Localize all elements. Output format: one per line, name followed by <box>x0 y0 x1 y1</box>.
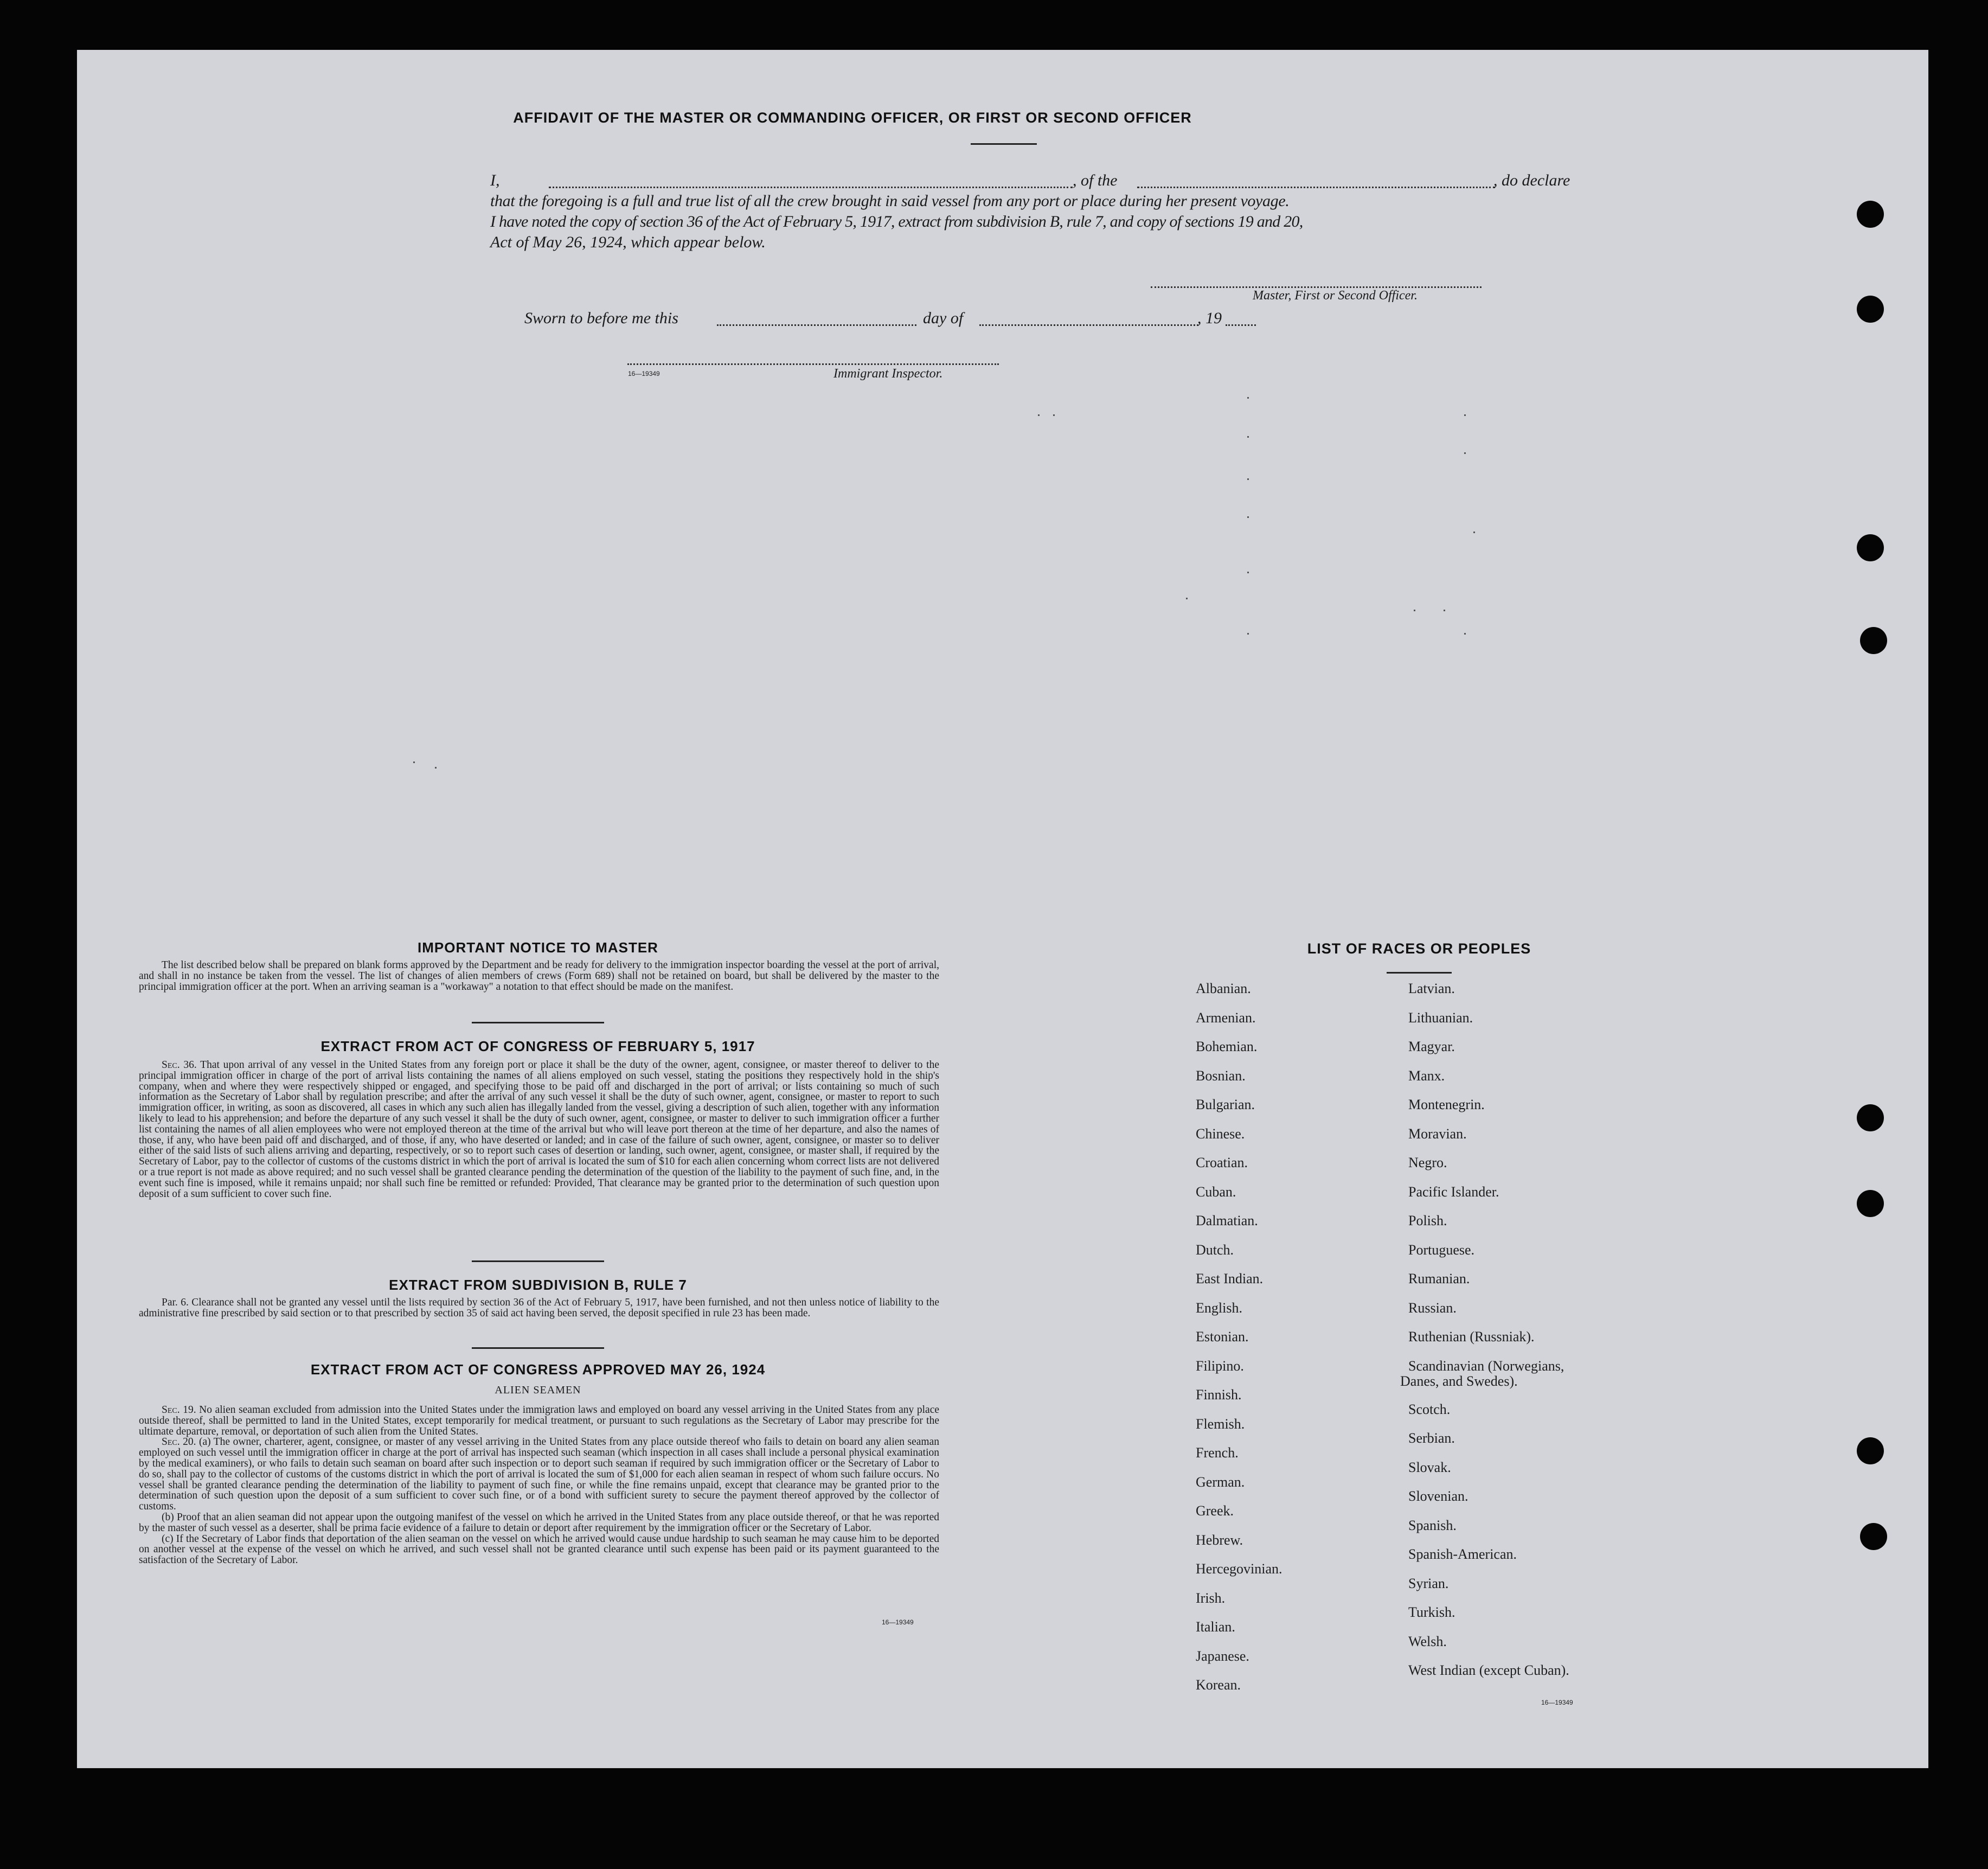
extract-1917-rule <box>472 1260 604 1262</box>
notice-title: IMPORTANT NOTICE TO MASTER <box>418 939 658 956</box>
race-item: Russian. <box>1408 1300 1457 1316</box>
section-20b-paragraph: (b) Proof that an alien seaman did not appear upon the outgoing manifest of the vessel on which he arrived in the United States from any place outside thereof, or that he was reported by the master of such vessel as a deserter, shall be prima facie evidence of a failure to detain or deport after requirement by the immigration officer or the Secretary of Labor. <box>139 1511 939 1534</box>
races-title-rule <box>1387 972 1452 974</box>
section-19-label: Sec. 19. <box>162 1404 196 1416</box>
race-item: Dutch. <box>1196 1241 1234 1258</box>
race-item: Bulgarian. <box>1196 1097 1255 1112</box>
race-item: Negro. <box>1408 1155 1447 1170</box>
race-item: Albanian. <box>1196 981 1251 996</box>
name-field[interactable] <box>549 187 1073 188</box>
race-item: Armenian. <box>1196 1009 1256 1026</box>
race-item: Moravian. <box>1408 1125 1467 1142</box>
race-item: Estonian. <box>1196 1329 1249 1345</box>
race-item: Syrian. <box>1408 1575 1449 1591</box>
scan-speck <box>413 761 415 763</box>
section-36-text: That upon arrival of any vessel in the United States from any foreign port or place it shall be the duty of the owner, agent, consignee, or master thereof to deliver to the principal immigration officer in charge of the port of arrival lists containing the names of all aliens employed on such vessel, stating the positions they respectively hold in the ship's company, when and where they were respectively shipped or engaged, and specifying those to be paid off and discharged in the port of arrival; or lists containing so much of such information as the Secretary of Labor shall by regulation prescribe; and after the arrival of any such vessel it shall be the duty of such owner, agent, consignee, or master to report to such immigration officer, in writing, as soon as discovered, all cases in which any such alien has illegally landed from the vessel, giving a description of such alien, together with any information likely to lead to his apprehension; and before the departure of any such vessel it shall be the duty of such owner, agent, consignee, or master to deliver to such immigration officer a further list containing the names of all alien employees who were not employed thereon at the time of the arrival but who will leave port thereon at the time of her departure, and also the names of those, if any, who have been paid off and discharged, and of those, if any, who have deserted or landed; and in case of the failure of such owner, agent, consignee, or master so to deliver either of the said lists of such aliens arriving and departing, respectively, or so to report such cases of desertion or landing, such owner, agent, consignee, or master shall, if required by the Secretary of Labor, pay to the collector of customs of the customs district in which the port of arrival is located the sum of $10 for each alien concerning whom correct lists are not delivered or a true report is not made as above required; and no such vessel shall be granted clearance pending the determination of the question of the liability to the payment of such fine, and, in the event such fine is imposed, while it remains unpaid; nor shall such fine be remitted or refunded: Provided, That clearance may be granted prior to the determination of such question upon deposit of a sum sufficient to cover such fine. <box>139 1059 939 1200</box>
extract-rule7-rule <box>472 1347 604 1349</box>
race-item: Hebrew. <box>1196 1532 1243 1548</box>
master-signature-label: Master, First or Second Officer. <box>1253 289 1418 303</box>
sworn-label: Sworn to before me this <box>524 309 678 327</box>
race-item: Portuguese. <box>1408 1241 1475 1258</box>
affidavit-of-the: , of the <box>1073 171 1118 189</box>
section-19-text: No alien seaman excluded from admission into the United States under the immigration laws and employed on board any vessel arriving in the United States from any place outside thereof, shall be permitted to land in the United States, except temporarily for medical treatment, or pursuant to such regulations as the Secretary of Labor may prescribe for the ultimate departure, removal, or deportation of such alien from the United States. <box>139 1404 940 1437</box>
extract-rule7-title: EXTRACT FROM SUBDIVISION B, RULE 7 <box>389 1277 687 1293</box>
race-item: Welsh. <box>1408 1633 1447 1649</box>
extract-1924-title: EXTRACT FROM ACT OF CONGRESS APPROVED MAY 26, 1924 <box>310 1361 766 1378</box>
affidavit-title: AFFIDAVIT OF THE MASTER OR COMMANDING OFFICER, OR FIRST OR SECOND OFFICER <box>513 110 1192 126</box>
race-item: German. <box>1196 1474 1245 1490</box>
races-form-number: 16—19349 <box>1541 1699 1573 1706</box>
race-item: Japanese. <box>1196 1648 1249 1664</box>
section-36-label: Sec. 36. <box>162 1059 197 1071</box>
inspector-signature-field[interactable] <box>627 363 999 365</box>
sworn-month-field[interactable] <box>979 324 1198 326</box>
race-item: Hercegovinian. <box>1196 1561 1282 1577</box>
race-item: Lithuanian. <box>1408 1009 1473 1026</box>
race-item: English. <box>1196 1300 1242 1316</box>
race-item: Ruthenian (Russniak). <box>1408 1329 1535 1345</box>
race-item: Pacific Islander. <box>1408 1183 1499 1200</box>
affidavit-line-3: I have noted the copy of section 36 of the Act of February 5, 1917, extract from subdivision B, rule 7, and copy of sections 19 and 20, <box>490 213 1303 231</box>
race-item: Bosnian. <box>1196 1067 1246 1084</box>
race-item: Slovak. <box>1408 1459 1451 1475</box>
punch-hole <box>1857 1190 1884 1217</box>
scan-speck <box>1186 598 1188 599</box>
race-item: Filipino. <box>1196 1358 1244 1374</box>
punch-hole <box>1857 296 1884 323</box>
race-item: Turkish. <box>1408 1604 1455 1620</box>
scan-speck <box>1247 516 1249 518</box>
punch-hole <box>1857 534 1884 561</box>
year-prefix-label: , 19 <box>1197 309 1222 327</box>
race-item: Rumanian. <box>1408 1271 1470 1286</box>
sworn-day-field[interactable] <box>717 324 916 326</box>
vessel-field[interactable] <box>1137 187 1495 188</box>
extract-1917-title: EXTRACT FROM ACT OF CONGRESS OF FEBRUARY 5, 1917 <box>320 1038 755 1054</box>
punch-hole <box>1860 1523 1887 1550</box>
race-item: Greek. <box>1196 1503 1234 1519</box>
affidavit-i-label: I, <box>490 171 500 189</box>
race-item: Croatian. <box>1196 1155 1248 1170</box>
punch-hole <box>1857 201 1884 228</box>
extract-rule7-text <box>139 1297 939 1319</box>
race-item: Spanish-American. <box>1408 1546 1517 1562</box>
affidavit-line-2: that the foregoing is a full and true list of all the crew brought in said vessel from any port or place during her present voyage. <box>490 192 1290 210</box>
scan-speck <box>1464 633 1466 635</box>
race-item: Italian. <box>1196 1619 1235 1635</box>
scan-speck <box>1247 572 1249 573</box>
section-36-paragraph <box>139 1060 939 1199</box>
race-item: Magyar. <box>1408 1039 1455 1054</box>
punch-hole <box>1857 1104 1884 1131</box>
scan-speck <box>1247 478 1249 480</box>
section-20c-paragraph: (c) If the Secretary of Labor finds that deportation of the alien seaman on the vessel on which he arrived would cause undue hardship to such seaman he may cause him to be deported on another vessel at the expense of the vessel on which he arrived, and such vessel shall not be granted clearance until such expense has been paid or its payment guaranteed to the satisfaction of the Secretary of Labor. <box>139 1533 939 1566</box>
notice-text <box>139 960 939 992</box>
races-title: LIST OF RACES OR PEOPLES <box>1307 940 1531 957</box>
race-item: Latvian. <box>1408 981 1455 996</box>
race-item: Polish. <box>1408 1213 1447 1228</box>
notice-rule <box>472 1022 604 1023</box>
scan-speck <box>1247 633 1249 635</box>
scan-speck <box>1247 436 1249 438</box>
scan-speck <box>1464 452 1466 454</box>
sworn-year-field[interactable] <box>1226 324 1256 326</box>
race-item: Scotch. <box>1408 1401 1451 1417</box>
race-item: Scandinavian (Norwegians, <box>1408 1358 1564 1374</box>
race-item: Irish. <box>1196 1590 1226 1606</box>
scan-speck <box>1053 414 1055 416</box>
race-item: Cuban. <box>1196 1183 1236 1200</box>
section-19-paragraph <box>139 1405 939 1437</box>
affidavit-title-rule <box>971 143 1037 145</box>
scan-speck <box>1414 610 1415 611</box>
day-of-label: day of <box>923 309 964 327</box>
scan-speck <box>1038 414 1040 416</box>
race-item: French. <box>1196 1445 1239 1461</box>
alien-seamen-subtitle: ALIEN SEAMEN <box>495 1384 581 1396</box>
punch-hole <box>1857 1437 1884 1464</box>
inspector-label: Immigrant Inspector. <box>833 367 943 381</box>
scan-speck <box>435 767 437 769</box>
form-sheet <box>77 50 1928 1768</box>
rule7-paragraph: Par. 6. Clearance shall not be granted any vessel until the lists required by section 36 of the Act of February 5, 1917, have been furnished, and not then unless notice of liability to the administrative fine prescribed by said section or to that prescribed by section 35 of said act having been served, the deposit specified in rule 23 has been made. <box>139 1297 939 1319</box>
race-item: Bohemian. <box>1196 1039 1258 1054</box>
race-item: Finnish. <box>1196 1387 1242 1403</box>
affidavit-line-4: Act of May 26, 1924, which appear below. <box>490 233 766 251</box>
scan-speck <box>1473 532 1475 533</box>
affidavit-do-declare: , do declare <box>1493 171 1570 189</box>
scan-speck <box>1247 397 1249 399</box>
race-item: Serbian. <box>1408 1430 1455 1446</box>
extract-1924-text <box>139 1405 939 1566</box>
extract-form-number: 16—19349 <box>882 1618 914 1626</box>
race-item: Slovenian. <box>1408 1488 1468 1504</box>
scan-speck <box>1444 610 1445 611</box>
race-item: Chinese. <box>1196 1125 1245 1142</box>
scan-speck <box>1464 414 1466 416</box>
affidavit-form-number: 16—19349 <box>628 370 660 377</box>
punch-hole <box>1860 627 1887 654</box>
section-20a-text: (a) The owner, charterer, agent, consignee, or master of any vessel arriving in the United States from any place outside thereof who fails to detain on board any alien seaman employed on such vessel until the immigration officer in charge at the port of arrival has inspected such seaman (which inspection in all cases shall include a personal physical examination by the medical examiners), or who fails to detain such seaman on board after such inspection or to deport such seaman if required by such immigration officer or the Secretary of Labor to do so, shall pay to the collector of customs of the customs district in which the port of arrival is located the sum of $1,000 for each alien seaman in respect of whom such failure occurs. No vessel shall be granted clearance pending the determination of the liability to payment of such fine, or while the fine remains unpaid, except that clearance may be granted prior to the determination of such question upon the deposit of a sum sufficient to cover such fine, or of a bond with sufficient surety to secure the payment thereof approved by the collector of customs. <box>139 1436 939 1513</box>
extract-1917-text <box>139 1060 939 1199</box>
race-item: Flemish. <box>1196 1416 1245 1432</box>
race-item: Dalmatian. <box>1196 1213 1258 1228</box>
master-signature-field[interactable] <box>1151 286 1482 288</box>
section-20a-paragraph <box>139 1437 939 1512</box>
race-item: Spanish. <box>1408 1517 1457 1533</box>
race-item: Montenegrin. <box>1408 1097 1485 1112</box>
race-item: Korean. <box>1196 1677 1241 1693</box>
race-item: West Indian (except Cuban). <box>1408 1662 1569 1678</box>
race-item: East Indian. <box>1196 1271 1264 1286</box>
section-20-label: Sec. 20. <box>162 1436 196 1448</box>
notice-paragraph: The list described below shall be prepared on blank forms approved by the Department and be ready for delivery to the immigration inspector boarding the vessel at the port of arrival, and shall in no instance be taken from the vessel. The list of changes of alien members of crews (Form 689) shall not be retained on board, but shall be delivered by the master to the principal immigration officer at the port. When an arriving seaman is a "workaway" a notation to that effect should be made on the manifest. <box>139 959 939 993</box>
race-item: Danes, and Swedes). <box>1400 1373 1518 1389</box>
race-item: Manx. <box>1408 1067 1445 1084</box>
